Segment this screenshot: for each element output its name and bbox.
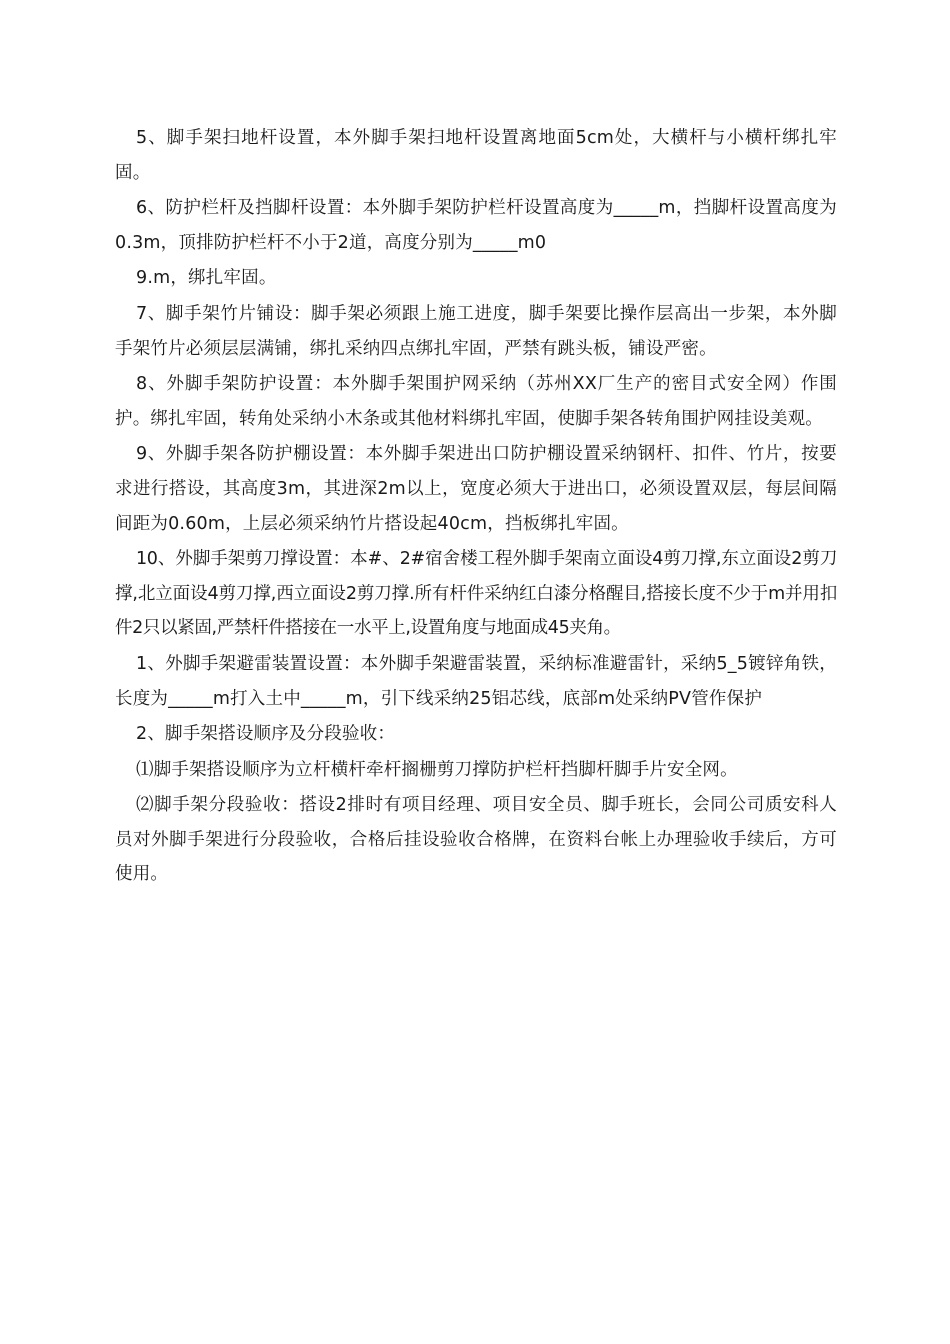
paragraph-lightning-protection: 1、外脚手架避雷装置设置：本外脚手架避雷装置，采纳标准避雷针，采纳5_5镀锌角铁，长度为_____m打入土中_____m，引下线采纳25铝芯线，底部m处采纳PV管作保护 bbox=[115, 653, 837, 709]
document-body bbox=[115, 121, 837, 893]
paragraph-safety-net: 8、外脚手架防护设置：本外脚手架围护网采纳（苏州XX厂生产的密目式安全网）作围护。绑扎牢固，转角处采纳小木条或其他材料绑扎牢固，使脚手架各转角围护网挂设美观。 bbox=[115, 374, 837, 429]
paragraph-staged-acceptance: ⑵脚手架分段验收：搭设2排时有项目经理、项目安全员、脚手班长，会同公司质安科人员对外脚手架进行分段验收，合格后挂设验收合格牌，在资料台帐上办理验收手续后，方可使用。 bbox=[115, 795, 837, 885]
paragraph-sweep-pole: 5、脚手架扫地杆设置，本外脚手架扫地杆设置离地面5cm处，大横杆与小横杆绑扎牢固。 bbox=[115, 128, 837, 183]
paragraph-bamboo-boards: 7、脚手架竹片铺设：脚手架必须跟上施工进度，脚手架要比操作层高出一步架，本外脚手架竹片必须层层满铺，绑扎采纳四点绑扎牢固，严禁有跳头板，铺设严密。 bbox=[115, 303, 837, 359]
paragraph-protective-shed: 9、外脚手架各防护棚设置：本外脚手架进出口防护棚设置采纳钢杆、扣件、竹片，按要求进行搭设，其高度3m，其进深2m以上，宽度必须大于进出口，必须设置双层，每层间隔间距为0.60m，上层必须采纳竹片搭设起40cm，挡板绑扎牢固。 bbox=[115, 444, 837, 534]
paragraph-guardrail: 6、防护栏杆及挡脚杆设置：本外脚手架防护栏杆设置高度为_____m，挡脚杆设置高度为0.3m，顶排防护栏杆不小于2道，高度分别为_____m0 bbox=[115, 198, 837, 253]
paragraph-cross-bracing: 10、外脚手架剪刀撑设置：本#、2#宿舍楼工程外脚手架南立面设4剪刀撑,东立面设2剪刀撑,北立面设4剪刀撑,西立面设2剪刀撑.所有杆件采纳红白漆分格醒目,搭接长度不少于m并用扣件2只以紧固,严禁杆件搭接在一水平上,设置角度与地面成45夹角。 bbox=[115, 549, 837, 639]
paragraph-guardrail-continued: 9.m，绑扎牢固。 bbox=[136, 268, 277, 289]
paragraph-erection-sequence-heading: 2、脚手架搭设顺序及分段验收： bbox=[136, 724, 396, 745]
paragraph-erection-sequence: ⑴脚手架搭设顺序为立杆横杆牵杆搁栅剪刀撑防护栏杆挡脚杆脚手片安全网。 bbox=[136, 759, 738, 780]
